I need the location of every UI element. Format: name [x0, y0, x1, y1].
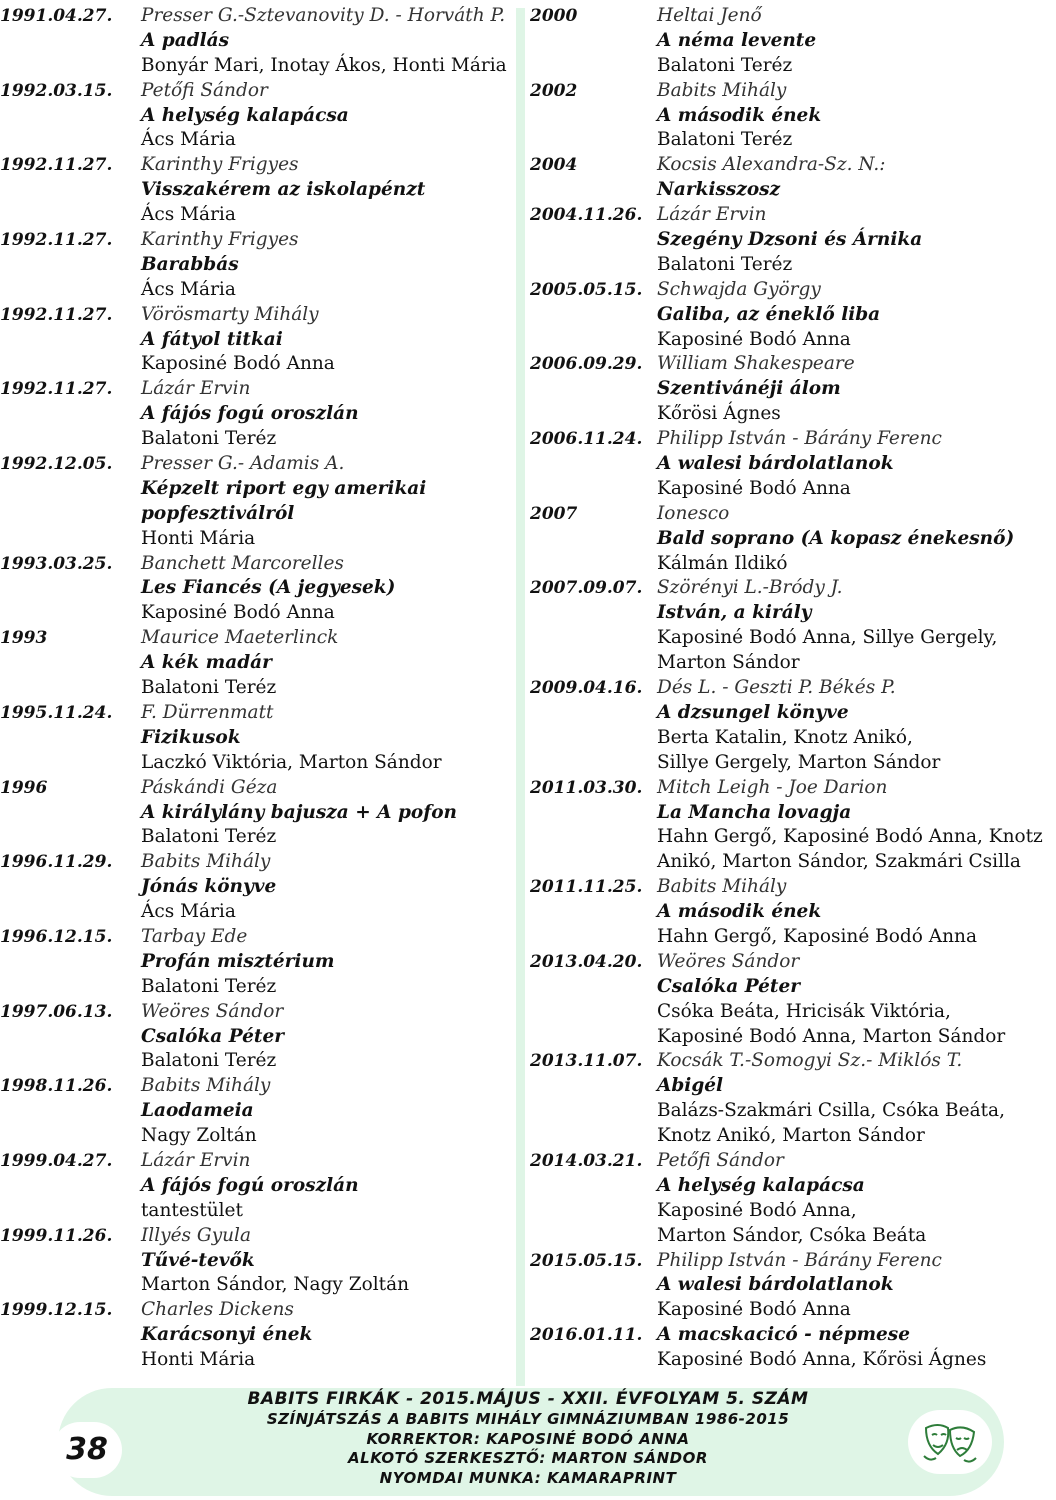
production-entry — [530, 1249, 1052, 1324]
production-cast: Ács Mária — [141, 129, 236, 151]
production-date: 1992.11.27. — [0, 230, 113, 251]
production-entry — [0, 776, 512, 851]
production-date: 1999.12.15. — [0, 1300, 113, 1321]
production-title: A fájós fogú oroszlán — [141, 403, 359, 425]
production-title: A helység kalapácsa — [657, 1174, 865, 1196]
production-date: 1993 — [0, 628, 48, 649]
production-entry — [530, 153, 1052, 203]
production-cast: Knotz Anikó, Marton Sándor — [657, 1125, 925, 1147]
production-date: 2011.03.30. — [530, 777, 643, 798]
production-cast: Honti Mária — [141, 527, 256, 549]
production-title: Képzelt riport egy amerikai — [141, 477, 427, 499]
production-title: Narkisszosz — [657, 179, 781, 201]
production-cast: Ács Mária — [141, 204, 236, 226]
production-author: William Shakespeare — [657, 353, 855, 375]
production-title: La Mancha lovagja — [657, 801, 852, 823]
production-cast: Balatoni Teréz — [141, 975, 277, 997]
production-entry — [0, 1000, 512, 1075]
production-title: Karácsonyi ének — [141, 1324, 313, 1346]
production-cast: Kaposiné Bodó Anna — [657, 1299, 851, 1321]
page-number: 38 — [52, 1422, 122, 1478]
production-title: Szentivánéji álom — [657, 378, 841, 400]
production-title: Tűvé-tevők — [141, 1249, 255, 1271]
production-title: A fájós fogú oroszlán — [141, 1174, 359, 1196]
production-entry — [0, 79, 512, 154]
production-author: Szörényi L.-Bródy J. — [657, 577, 843, 599]
production-cast: Csóka Beáta, Hricisák Viktória, — [657, 1000, 951, 1022]
production-author: Karinthy Frigyes — [141, 229, 299, 251]
production-title: A néma levente — [657, 29, 817, 51]
production-date: 2000 — [530, 6, 578, 26]
production-title: Fizikusok — [141, 726, 241, 748]
production-date: 2009.04.16. — [530, 678, 643, 699]
production-title: A második ének — [657, 104, 822, 126]
production-date: 2014.03.21. — [530, 1150, 643, 1171]
production-title: Abigél — [657, 1075, 724, 1097]
production-entry — [530, 875, 1052, 950]
production-date: 1996.11.29. — [0, 852, 113, 873]
production-cast: Anikó, Marton Sándor, Szakmári Csilla — [657, 851, 1021, 873]
production-cast: Ács Mária — [141, 901, 236, 923]
production-entry — [0, 1074, 512, 1149]
production-entry — [0, 1149, 512, 1224]
production-entry — [0, 701, 512, 776]
production-cast: Laczkó Viktória, Marton Sándor — [141, 751, 442, 773]
production-author: Karinthy Frigyes — [141, 154, 299, 176]
production-date: 2004 — [530, 155, 578, 176]
production-date: 1992.12.05. — [0, 454, 113, 475]
production-title: A helység kalapácsa — [141, 104, 349, 126]
production-cast: Nagy Zoltán — [141, 1125, 257, 1147]
production-author: Lázár Ervin — [657, 204, 767, 226]
production-title: A walesi bárdolatlanok — [657, 453, 894, 475]
production-entry — [530, 576, 1052, 676]
production-cast: Kaposiné Bodó Anna — [657, 477, 851, 499]
production-entry — [0, 925, 512, 1000]
production-cast: Balatoni Teréz — [657, 253, 793, 275]
production-cast: Kaposiné Bodó Anna, Sillye Gergely, — [657, 627, 998, 649]
production-entry — [0, 626, 512, 701]
production-title: Les Fiancés (A jegyesek) — [141, 577, 396, 599]
production-title: Barabbás — [141, 253, 239, 275]
production-cast: tantestület — [141, 1199, 243, 1221]
production-date: 2005.05.15. — [530, 279, 643, 300]
production-date: 2007.09.07. — [530, 578, 643, 599]
production-date: 1999.11.26. — [0, 1225, 113, 1246]
production-date: 2013.04.20. — [530, 951, 643, 972]
production-entry — [530, 4, 1052, 79]
production-author: Dés L. - Geszti P. Békés P. — [657, 677, 896, 699]
production-cast: Kálmán Ildikó — [657, 552, 788, 574]
production-entry — [0, 377, 512, 452]
production-title: Csalóka Péter — [141, 1025, 284, 1047]
production-author: Lázár Ervin — [141, 378, 251, 400]
production-cast: Kaposiné Bodó Anna — [141, 602, 335, 624]
production-author: Weöres Sándor — [657, 950, 800, 972]
production-entry — [0, 1298, 512, 1373]
production-date: 2015.05.15. — [530, 1250, 643, 1271]
footer-line-3: KORREKTOR: KAPOSINÉ BODÓ ANNA — [366, 1429, 690, 1448]
production-entry — [0, 303, 512, 378]
production-author: Philipp István - Bárány Ferenc — [657, 428, 942, 450]
production-cast: Balatoni Teréz — [657, 54, 793, 76]
production-cast: Balatoni Teréz — [141, 428, 277, 450]
production-date: 1993.03.25. — [0, 553, 113, 574]
production-author: Charles Dickens — [141, 1299, 294, 1321]
production-date: 1998.11.26. — [0, 1076, 113, 1097]
column-divider — [516, 8, 525, 1386]
production-author: Babits Mihály — [141, 851, 271, 873]
production-author: Illyés Gyula — [141, 1224, 252, 1246]
production-author: Lázár Ervin — [141, 1149, 251, 1171]
production-title: A második ének — [657, 901, 822, 923]
production-date: 2002 — [530, 80, 578, 101]
production-entry — [0, 1224, 512, 1299]
production-date: 2016.01.11. — [530, 1325, 643, 1346]
production-title: István, a király — [657, 602, 812, 624]
production-entry — [530, 79, 1052, 154]
production-title: Profán misztérium — [141, 950, 335, 972]
production-author: Weöres Sándor — [141, 1000, 284, 1022]
production-date: 2007 — [530, 503, 578, 524]
production-entry — [530, 776, 1052, 876]
production-cast: Kaposiné Bodó Anna, Marton Sándor — [657, 1025, 1006, 1047]
production-author: Páskándi Géza — [141, 776, 278, 798]
footer-line-5: NYOMDAI MUNKA: KAMARAPRINT — [379, 1468, 677, 1487]
production-cast: Balatoni Teréz — [141, 677, 277, 699]
production-author: Maurice Maeterlinck — [141, 627, 339, 649]
production-cast: Kaposiné Bodó Anna — [141, 353, 335, 375]
production-title: popfesztiválról — [141, 502, 295, 524]
production-date: 2006.09.29. — [530, 354, 643, 375]
production-cast: Marton Sándor — [657, 652, 800, 674]
production-title: Bald soprano (A kopasz énekesnő) — [657, 527, 1015, 549]
production-cast: Kaposiné Bodó Anna, — [657, 1199, 857, 1221]
production-author: Babits Mihály — [657, 876, 787, 898]
production-cast: Kőrösi Ágnes — [657, 403, 781, 425]
production-author: Tarbay Ede — [141, 925, 248, 947]
production-entry — [530, 203, 1052, 278]
production-date: 2004.11.26. — [530, 205, 643, 226]
footer-line-1: BABITS FIRKÁK - 2015.MÁJUS - XXII. ÉVFOLYAM 5. SZÁM — [247, 1389, 809, 1409]
production-title: A királylány bajusza + A pofon — [141, 801, 457, 823]
production-date: 1997.06.13. — [0, 1001, 113, 1022]
production-date: 1992.11.27. — [0, 155, 113, 176]
production-author: Presser G.- Adamis A. — [141, 453, 345, 475]
production-cast: Ács Mária — [141, 278, 236, 300]
footer-line-4: ALKOTÓ SZERKESZTŐ: MARTON SÁNDOR — [348, 1449, 708, 1467]
production-date: 1999.04.27. — [0, 1150, 113, 1171]
production-author: Petőfi Sándor — [657, 1149, 784, 1171]
production-entry — [530, 676, 1052, 776]
production-author: Heltai Jenő — [657, 5, 762, 26]
production-cast: Balatoni Teréz — [657, 129, 793, 151]
production-date: 1995.11.24. — [0, 702, 113, 723]
production-date: 1992.11.27. — [0, 379, 113, 400]
production-author: Kocsis Alexandra-Sz. N.: — [657, 154, 886, 176]
production-author: Mitch Leigh - Joe Darion — [657, 776, 888, 798]
footer-text — [0, 1388, 1056, 1488]
production-entry — [530, 1049, 1052, 1149]
production-cast: Marton Sándor, Csóka Beáta — [657, 1224, 927, 1246]
production-entry — [530, 352, 1052, 427]
production-title: A fátyol titkai — [141, 328, 283, 350]
production-cast: Honti Mária — [141, 1349, 256, 1371]
production-cast: Bonyár Mari, Inotay Ákos, Honti Mária — [141, 54, 507, 76]
production-author: Schwajda György — [657, 278, 821, 300]
production-entry — [530, 278, 1052, 353]
production-title: Galiba, az éneklő liba — [657, 303, 881, 325]
production-date: 1996 — [0, 777, 48, 798]
right-column — [530, 4, 1052, 1373]
production-title: A dzsungel könyve — [657, 701, 849, 723]
production-entry — [530, 427, 1052, 502]
production-entry — [530, 950, 1052, 1050]
production-author: Banchett Marcorelles — [141, 552, 344, 574]
production-author: Vörösmarty Mihály — [141, 303, 319, 325]
production-date: 2011.11.25. — [530, 877, 643, 898]
production-cast: Balázs-Szakmári Csilla, Csóka Beáta, — [657, 1100, 1005, 1122]
production-date: 1996.12.15. — [0, 926, 113, 947]
left-column — [0, 4, 512, 1373]
production-title: Visszakérem az iskolapénzt — [141, 179, 426, 201]
production-cast: Hahn Gergő, Kaposiné Bodó Anna, Knotz — [657, 826, 1043, 848]
production-cast: Kaposiné Bodó Anna — [657, 328, 851, 350]
production-title: Szegény Dzsoni és Árnika — [657, 229, 923, 251]
production-title: Jónás könyve — [141, 876, 277, 898]
production-entry — [530, 1323, 1052, 1373]
production-entry — [0, 4, 512, 79]
production-entry — [0, 552, 512, 627]
production-date: 2013.11.07. — [530, 1051, 643, 1072]
production-author: Presser G.-Sztevanovity D. - Horváth P. — [141, 5, 506, 26]
production-title: A kék madár — [141, 652, 272, 674]
production-entry — [530, 1149, 1052, 1249]
production-cast: Kaposiné Bodó Anna, Kőrösi Ágnes — [657, 1349, 987, 1371]
production-entry — [0, 452, 512, 552]
production-date: 1992.11.27. — [0, 304, 113, 325]
production-title: A padlás — [141, 29, 230, 51]
production-cast: Marton Sándor, Nagy Zoltán — [141, 1274, 410, 1296]
production-author: Babits Mihály — [141, 1075, 271, 1097]
production-entry — [0, 153, 512, 228]
production-date: 1992.03.15. — [0, 80, 113, 101]
production-title: Laodameia — [141, 1100, 254, 1122]
production-cast: Berta Katalin, Knotz Anikó, — [657, 726, 913, 748]
production-title: Csalóka Péter — [657, 975, 800, 997]
production-author: Philipp István - Bárány Ferenc — [657, 1249, 942, 1271]
production-entry — [0, 228, 512, 303]
footer-line-2: SZÍNJÁTSZÁS A BABITS MIHÁLY GIMNÁZIUMBAN 1986-2015 — [266, 1410, 790, 1428]
production-author: Ionesco — [657, 502, 730, 524]
production-entry — [530, 502, 1052, 577]
production-date: 2006.11.24. — [530, 429, 643, 450]
production-cast: Hahn Gergő, Kaposiné Bodó Anna — [657, 925, 977, 947]
production-title: A macskacicó - népmese — [657, 1324, 910, 1346]
production-author: F. Dürrenmatt — [141, 701, 274, 723]
production-author: Petőfi Sándor — [141, 79, 268, 101]
production-author: Kocsák T.-Somogyi Sz.- Miklós T. — [657, 1050, 963, 1072]
production-entry — [0, 850, 512, 925]
production-cast: Balatoni Teréz — [141, 826, 277, 848]
production-cast: Balatoni Teréz — [141, 1050, 277, 1072]
production-title: A walesi bárdolatlanok — [657, 1274, 894, 1296]
production-date: 1991.04.27. — [0, 6, 113, 26]
production-cast: Sillye Gergely, Marton Sándor — [657, 751, 941, 773]
production-author: Babits Mihály — [657, 79, 787, 101]
